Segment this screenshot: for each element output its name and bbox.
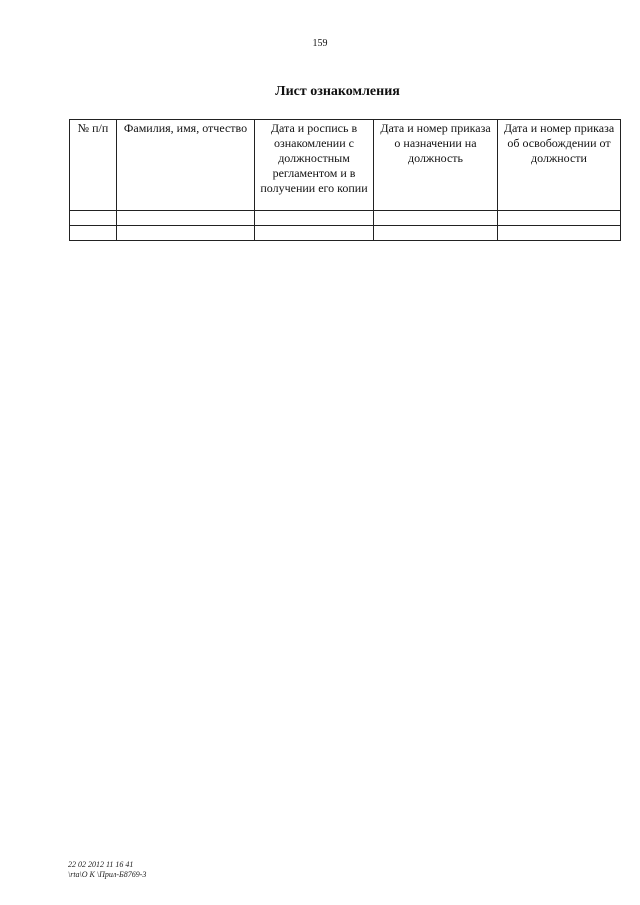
table-cell xyxy=(117,226,255,241)
acknowledgement-table xyxy=(69,119,621,241)
footer-file-path: \rta\O К \Прил-Б8769-3 xyxy=(68,870,147,879)
table-cell xyxy=(374,226,498,241)
table-cell xyxy=(374,211,498,226)
table-cell xyxy=(255,226,374,241)
header-signature-date: Дата и роспись в ознакомлении с должностным регламентом и в получении его копии xyxy=(255,120,374,211)
header-dismissal-order: Дата и номер приказа об освобождении от должности xyxy=(498,120,621,211)
table-cell xyxy=(498,226,621,241)
table-cell xyxy=(498,211,621,226)
header-full-name: Фамилия, имя, отчество xyxy=(117,120,255,211)
document-footer xyxy=(68,860,146,880)
table-header-row xyxy=(70,120,621,211)
table-cell xyxy=(70,226,117,241)
table-cell xyxy=(70,211,117,226)
table-row xyxy=(70,211,621,226)
page-number: 159 xyxy=(312,38,328,49)
table-row xyxy=(70,226,621,241)
table-cell xyxy=(117,211,255,226)
page-title: Лист ознакомления xyxy=(275,84,400,99)
footer-timestamp: 22 02 2012 11 16 41 xyxy=(68,860,134,869)
header-appointment-order: Дата и номер приказа о назначении на должность xyxy=(374,120,498,211)
table-cell xyxy=(255,211,374,226)
header-number: № п/п xyxy=(70,120,117,211)
